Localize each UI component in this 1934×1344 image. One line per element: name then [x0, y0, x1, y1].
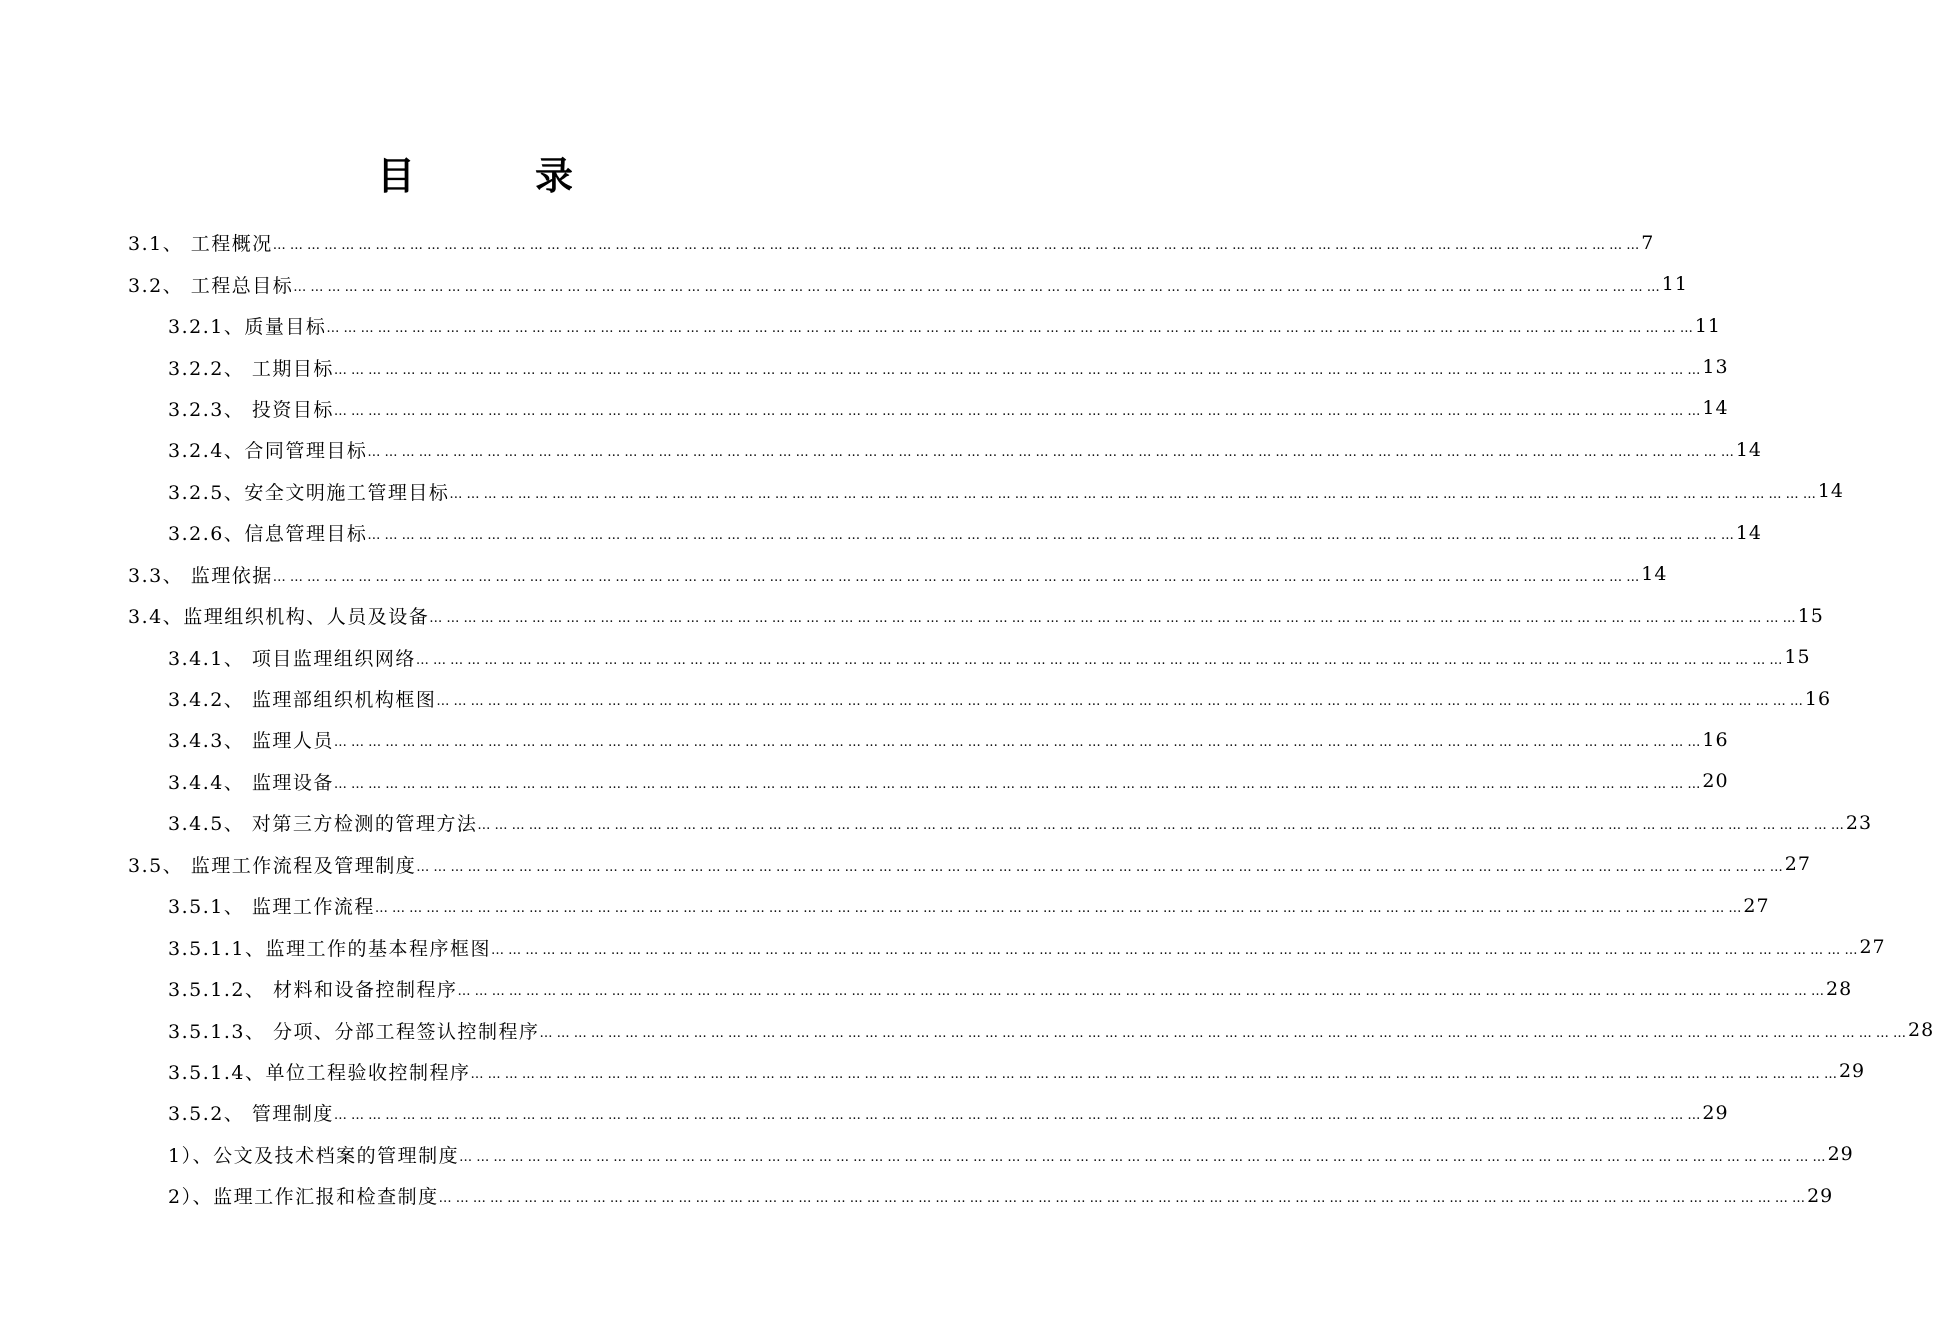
dot-leader: … … … … … … … … … … … … … … … … … … … … … … … … … … … … … … … … … … … … … … … … … … … … … … … … … … … … … … … … … … … … … … … … … … … … … … … … … … … … … … … … [293, 279, 1660, 295]
toc-entry-label: 3.5.1.3、 分项、分部工程签认控制程序 [168, 1020, 540, 1043]
toc-entry[interactable] [0, 222, 1655, 263]
toc-title [0, 148, 950, 204]
toc-entry-label: 3.2.2、 工期目标 [168, 357, 334, 380]
toc-entry-page-number: 13 [1702, 356, 1729, 379]
toc-entry-label: 2）、监理工作汇报和检查制度 [168, 1186, 439, 1209]
toc-entry-label: 3.4.1、 项目监理组织网络 [168, 647, 416, 670]
toc-entry-page-number: 27 [1784, 853, 1811, 876]
toc-entry[interactable] [0, 429, 1763, 470]
toc-title-char-1: 目 [376, 154, 415, 198]
dot-leader: … … … … … … … … … … … … … … … … … … … … … … … … … … … … … … … … … … … … … … … … … … … … … … … … … … … … … … … … … … … … … … … … … … … … … … … … … … … … … … … … [367, 445, 1734, 461]
toc-entry-page-number: 7 [1641, 231, 1655, 254]
toc-entry[interactable] [0, 636, 1811, 677]
toc-entry[interactable] [0, 678, 1832, 719]
toc-entry-label: 3.4、监理组织机构、人员及设备 [128, 606, 430, 629]
toc-entry-label: 3.2、 工程总目标 [128, 274, 294, 297]
toc-entry-label: 3.4.2、 监理部组织机构框图 [168, 689, 437, 712]
dot-leader: … … … … … … … … … … … … … … … … … … … … … … … … … … … … … … … … … … … … … … … … … … … … … … … … … … … … … … … … … … … … … … … … … … … … … … … … … … … … … … … … [333, 1108, 1701, 1124]
dot-leader: … … … … … … … … … … … … … … … … … … … … … … … … … … … … … … … … … … … … … … … … … … … … … … … … … … … … … … … … … … … … … … … … … … … … … … … … … … … … … … … … [333, 735, 1701, 751]
toc-entry-page-number: 14 [1817, 480, 1845, 503]
toc-entry[interactable] [0, 1092, 1729, 1133]
table-of-contents [0, 222, 1934, 1217]
toc-entry-page-number: 27 [1859, 936, 1886, 959]
toc-entry-page-number: 29 [1838, 1060, 1866, 1083]
toc-entry-page-number: 29 [1807, 1184, 1834, 1207]
dot-leader: … … … … … … … … … … … … … … … … … … … … … … … … … … … … … … … … … … … … … … … … … … … … … … … … … … … … … … … … … … … … … … … … … … … … … … … … … … … … … … … … [449, 486, 1816, 502]
dot-leader: … … … … … … … … … … … … … … … … … … … … … … … … … … … … … … … … … … … … … … … … … … … … … … … … … … … … … … … … … … … … … … … … … … … … … … … … … … … … … … … … [367, 528, 1734, 544]
toc-entry-label: 3.1、 工程概况 [128, 233, 273, 256]
dot-leader: … … … … … … … … … … … … … … … … … … … … … … … … … … … … … … … … … … … … … … … … … … … … … … … … … … … … … … … … … … … … … … … … … … … … … … … … … … … … … … … … [333, 362, 1701, 378]
toc-entry-label: 3.5.1、 监理工作流程 [168, 896, 375, 919]
toc-entry[interactable] [0, 263, 1688, 304]
dot-leader: … … … … … … … … … … … … … … … … … … … … … … … … … … … … … … … … … … … … … … … … … … … … … … … … … … … … … … … … … … … … … … … … … … … … … … … … … … … … … … … … [436, 694, 1803, 710]
toc-entry-page-number: 15 [1784, 646, 1811, 669]
toc-entry-page-number: 29 [1702, 1101, 1729, 1124]
toc-entry[interactable] [0, 346, 1729, 387]
toc-entry-label: 3.2.3、 投资目标 [168, 398, 334, 421]
toc-entry-label: 1）、公文及技术档案的管理制度 [168, 1144, 460, 1167]
toc-entry-label: 3.2.6、信息管理目标 [168, 523, 368, 546]
toc-entry-page-number: 14 [1735, 438, 1763, 461]
toc-title-char-2: 录 [535, 154, 574, 198]
dot-leader: … … … … … … … … … … … … … … … … … … … … … … … … … … … … … … … … … … … … … … … … … … … … … … … … … … … … … … … … … … … … … … … … … … … … … … … … … … … … … … … … [333, 403, 1701, 419]
toc-entry-label: 3.2.1、质量目标 [168, 316, 327, 339]
toc-entry-page-number: 14 [1702, 397, 1729, 420]
toc-entry-page-number: 20 [1702, 770, 1729, 793]
dot-leader: … … … … … … … … … … … … … … … … … … … … … … … … … … … … … … … … … … … … … … … … … … … … … … … … … … … … … … … … … … … … … … … … … … … … … … … … … … … … … … … … [477, 818, 1844, 834]
toc-entry[interactable] [0, 1175, 1834, 1216]
toc-entry[interactable] [0, 802, 1873, 843]
toc-entry-label: 3.5.2、 管理制度 [168, 1103, 334, 1126]
dot-leader: … … … … … … … … … … … … … … … … … … … … … … … … … … … … … … … … … … … … … … … … … … … … … … … … … … … … … … … … … … … … … … … … … … … … … … … … … … … … … … … … [415, 652, 1783, 668]
toc-entry-label: 3.4.4、 监理设备 [168, 771, 334, 794]
toc-entry-label: 3.2.5、安全文明施工管理目标 [168, 481, 450, 504]
toc-entry[interactable] [0, 844, 1811, 885]
toc-entry-page-number: 16 [1702, 728, 1729, 751]
dot-leader: … … … … … … … … … … … … … … … … … … … … … … … … … … … … … … … … … … … … … … … … … … … … … … … … … … … … … … … … … … … … … … … … … … … … … … … … … … … … … … … … [470, 1066, 1837, 1082]
toc-entry-page-number: 14 [1735, 521, 1763, 544]
toc-entry-page-number: 16 [1804, 687, 1832, 710]
dot-leader: … … … … … … … … … … … … … … … … … … … … … … … … … … … … … … … … … … … … … … … … … … … … … … … … … … … … … … … … … … … … … … … … … … … … … … … … … … … … … … … … [539, 1025, 1906, 1041]
toc-entry[interactable] [0, 471, 1845, 512]
dot-leader: … … … … … … … … … … … … … … … … … … … … … … … … … … … … … … … … … … … … … … … … … … … … … … … … … … … … … … … … … … … … … … … … … … … … … … … … … … … … … … … … [459, 1149, 1826, 1165]
toc-entry[interactable] [0, 554, 1668, 595]
toc-entry-page-number: 27 [1743, 894, 1770, 917]
dot-leader: … … … … … … … … … … … … … … … … … … … … … … … … … … … … … … … … … … … … … … … … … … … … … … … … … … … … … … … … … … … … … … … … … … … … … … … … … … … … … … … … [490, 942, 1858, 958]
toc-entry[interactable] [0, 1009, 1934, 1050]
dot-leader: … … … … … … … … … … … … … … … … … … … … … … … … … … … … … … … … … … … … … … … … … … … … … … … … … … … … … … … … … … … … … … … … … … … … … … … … … … … … … … … … [429, 611, 1796, 627]
dot-leader: … … … … … … … … … … … … … … … … … … … … … … … … … … … … … … … … … … … … … … … … … … … … … … … … … … … … … … … … … … … … … … … … … … … … … … … … … … … … … … … … [457, 984, 1824, 1000]
dot-leader: … … … … … … … … … … … … … … … … … … … … … … … … … … … … … … … … … … … … … … … … … … … … … … … … … … … … … … … … … … … … … … … … … … … … … … … … … … … … … … … … [438, 1191, 1806, 1207]
dot-leader: … … … … … … … … … … … … … … … … … … … … … … … … … … … … … … … … … … … … … … … … … … … … … … … … … … … … … … … … … … … … … … … … … … … … … … … … … … … … … … … … [333, 776, 1701, 792]
dot-leader: … … … … … … … … … … … … … … … … … … … … … … … … … … … … … … … … … … … … … … … … … … … … … … … … … … … … … … … … … … … … … … … … … … … … … … … … … … … … … … … … [416, 859, 1783, 875]
dot-leader: … … … … … … … … … … … … … … … … … … … … … … … … … … … … … … … … … … … … … … … … … … … … … … … … … … … … … … … … … … … … … … … … … … … … … … … … … … … … … … … … [326, 321, 1693, 337]
toc-entry-page-number: 23 [1845, 811, 1873, 834]
toc-entry[interactable] [0, 926, 1886, 967]
toc-entry-page-number: 28 [1907, 1019, 1934, 1042]
toc-entry-label: 3.5.1.4、单位工程验收控制程序 [168, 1061, 471, 1084]
toc-entry[interactable] [0, 885, 1770, 926]
toc-entry[interactable] [0, 388, 1729, 429]
dot-leader: … … … … … … … … … … … … … … … … … … … … … … … … … … … … … … … … … … … … … … … … … … … … … … … … … … … … … … … … … … … … … … … … … … … … … … … … … … … … … … … … [374, 901, 1742, 917]
toc-entry-label: 3.5.1.1、监理工作的基本程序框图 [168, 937, 491, 960]
toc-entry-page-number: 11 [1661, 273, 1688, 296]
toc-entry[interactable] [0, 305, 1722, 346]
toc-entry-page-number: 29 [1827, 1143, 1854, 1166]
toc-entry-label: 3.3、 监理依据 [128, 564, 273, 587]
toc-entry[interactable] [0, 761, 1729, 802]
toc-entry-label: 3.5、 监理工作流程及管理制度 [128, 854, 417, 877]
dot-leader: … … … … … … … … … … … … … … … … … … … … … … … … … … … … … … … … … … … … … … … … … … … … … … … … … … … … … … … … … … … … … … … … … … … … … … … … … … … … … … … … [272, 569, 1640, 585]
toc-entry-page-number: 15 [1797, 604, 1824, 627]
toc-entry-label: 3.4.5、 对第三方检测的管理方法 [168, 813, 478, 836]
toc-entry[interactable] [0, 1051, 1866, 1092]
toc-entry[interactable] [0, 719, 1729, 760]
toc-entry-label: 3.4.3、 监理人员 [168, 730, 334, 753]
toc-entry-page-number: 28 [1825, 977, 1853, 1000]
toc-entry[interactable] [0, 1134, 1854, 1175]
toc-entry[interactable] [0, 512, 1763, 553]
toc-entry-label: 3.2.4、合同管理目标 [168, 440, 368, 463]
dot-leader: … … … … … … … … … … … … … … … … … … … … … … … … … … … … … … … … … … … … … … … … … … … … … … … … … … … … … … … … … … … … … … … … … … … … … … … … … … … … … … … … [272, 238, 1640, 254]
toc-entry[interactable] [0, 968, 1853, 1009]
toc-entry-label: 3.5.1.2、 材料和设备控制程序 [168, 979, 458, 1002]
toc-entry-page-number: 11 [1694, 314, 1722, 337]
toc-entry[interactable] [0, 595, 1824, 636]
toc-entry-page-number: 14 [1641, 563, 1668, 586]
